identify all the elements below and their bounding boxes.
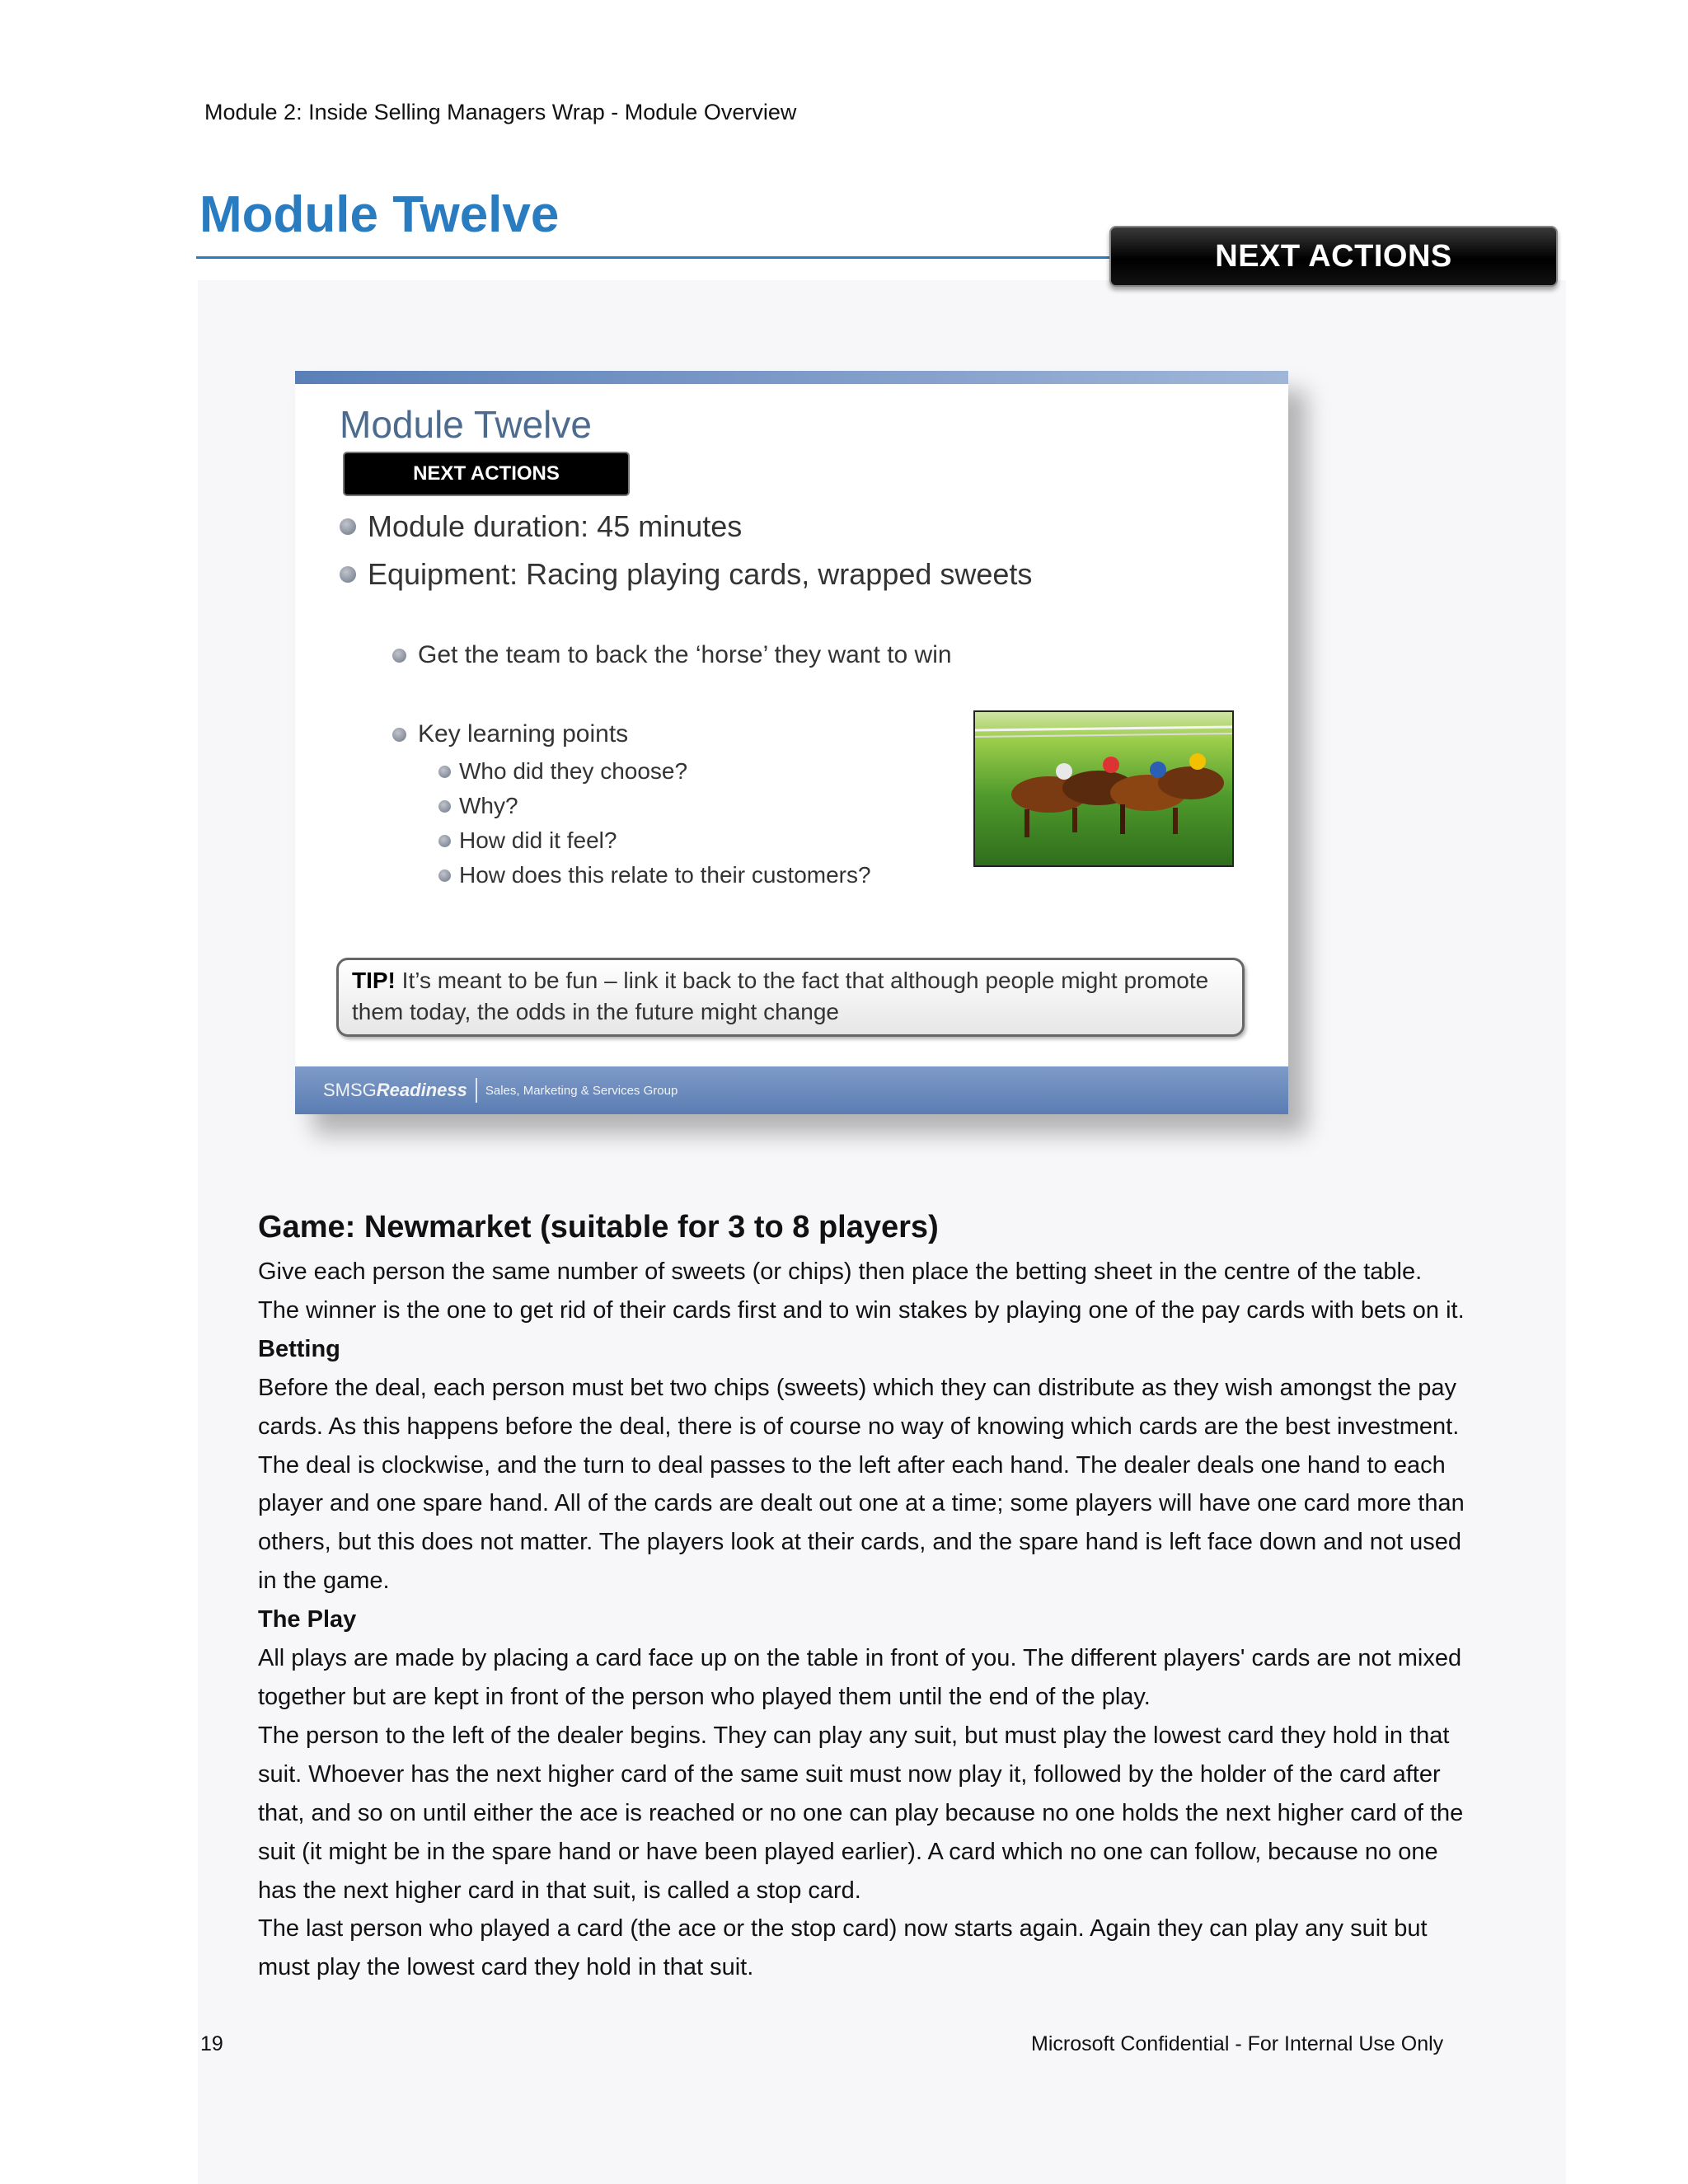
footer-separator [476, 1078, 477, 1103]
body-line: The last person who played a card (the ace or the stop card) now starts again. Again they can play any suit but [258, 1915, 1428, 1943]
key-point-item [438, 827, 617, 854]
next-actions-banner: NEXT ACTIONS [1109, 226, 1558, 287]
confidentiality-notice: Microsoft Confidential - For Internal Use Only [1031, 2032, 1444, 2055]
bullet-icon [340, 518, 356, 535]
key-point-item [438, 862, 871, 888]
game-description [258, 1253, 1577, 1987]
slide-sub-bullet-text: Key learning points [418, 720, 629, 748]
tip-label: TIP! [352, 968, 396, 993]
bullet-icon [438, 869, 451, 882]
slide-next-actions-badge: NEXT ACTIONS [343, 452, 630, 496]
betting-heading: Betting [258, 1335, 340, 1362]
bullet-icon [438, 766, 451, 778]
heading-divider [196, 256, 1115, 259]
body-line: suit. Whoever has the next higher card of the same suit must now play it, followed by the holder of the card after [258, 1760, 1441, 1788]
slide-top-bar [295, 371, 1288, 384]
body-line: must play the lowest card they hold in that suit. [258, 1954, 754, 1981]
bullet-icon [340, 566, 356, 583]
body-line: The winner is the one to get rid of their cards first and to win stakes by playing one of the pay cards with bets on it. [258, 1296, 1465, 1324]
page-number: 19 [200, 2032, 223, 2055]
key-point-text: How did it feel? [459, 827, 617, 853]
slide-sub-bullet [392, 720, 628, 748]
footer-brand-suffix: Readiness [376, 1080, 467, 1100]
body-line: player and one spare hand. All of the cards are dealt out one at a time; some players will have one card more than [258, 1490, 1465, 1517]
play-heading: The Play [258, 1606, 357, 1633]
tip-text: It’s meant to be fun – link it back to the fact that although people might promote them today, the odds in the future might change [352, 968, 1209, 1024]
key-point-text: How does this relate to their customers? [459, 862, 871, 888]
bullet-icon [438, 835, 451, 847]
horse-race-photo [973, 710, 1234, 867]
body-line: The deal is clockwise, and the turn to deal passes to the left after each hand. The dealer deals one hand to each [258, 1451, 1446, 1479]
slide-image [295, 371, 1288, 1114]
footer-brand [323, 1080, 467, 1101]
body-line: Give each person the same number of sweets (or chips) then place the betting sheet in the centre of the table. [258, 1258, 1423, 1285]
footer-brand-prefix: SMSG [323, 1080, 377, 1100]
slide-title: Module Twelve [340, 403, 592, 446]
bullet-icon [392, 649, 406, 663]
key-point-text: Who did they choose? [459, 758, 688, 784]
body-line: cards. As this happens before the deal, there is of course no way of knowing which cards are the best investment. [258, 1413, 1460, 1440]
bullet-icon [438, 800, 451, 813]
slide-sub-bullet [392, 641, 952, 669]
footer-group-name: Sales, Marketing & Services Group [485, 1083, 678, 1098]
tip-callout [336, 958, 1245, 1037]
running-header: Module 2: Inside Selling Managers Wrap - Module Overview [204, 100, 797, 124]
body-line: in the game. [258, 1568, 390, 1595]
body-line: that, and so on until either the ace is reached or no one can play because no one holds the next higher card of the [258, 1799, 1464, 1826]
horse-race-illustration [975, 712, 1232, 865]
body-line: All plays are made by placing a card face up on the table in front of you. The different players' cards are not mixed [258, 1645, 1462, 1672]
bullet-icon [392, 728, 406, 742]
body-line: others, but this does not matter. The players look at their cards, and the spare hand is left face down and not used [258, 1529, 1462, 1556]
body-line: The person to the left of the dealer begins. They can play any suit, but must play the lowest card they hold in that [258, 1722, 1450, 1749]
game-title: Game: Newmarket (suitable for 3 to 8 players) [258, 1210, 939, 1244]
slide-bullet [340, 557, 1032, 592]
body-line: Before the deal, each person must bet two chips (sweets) which they can distribute as they wish amongst the pay [258, 1374, 1456, 1401]
key-point-item [438, 793, 518, 819]
slide-bullet-text: Module duration: 45 minutes [368, 509, 743, 543]
body-line: together but are kept in front of the person who played them until the end of the play. [258, 1683, 1151, 1710]
page-title: Module Twelve [199, 186, 560, 243]
key-point-item [438, 758, 687, 785]
slide-sub-bullet-text: Get the team to back the ‘horse’ they want to win [418, 641, 952, 668]
slide-footer [295, 1066, 1288, 1114]
body-line: suit (it might be in the spare hand or have been played earlier). A card which no one can follow, because no one [258, 1838, 1438, 1865]
slide-bullet [340, 509, 742, 544]
slide-bullet-text: Equipment: Racing playing cards, wrapped sweets [368, 557, 1033, 591]
key-point-text: Why? [459, 793, 518, 818]
body-line: has the next higher card in that suit, is called a stop card. [258, 1877, 861, 1904]
